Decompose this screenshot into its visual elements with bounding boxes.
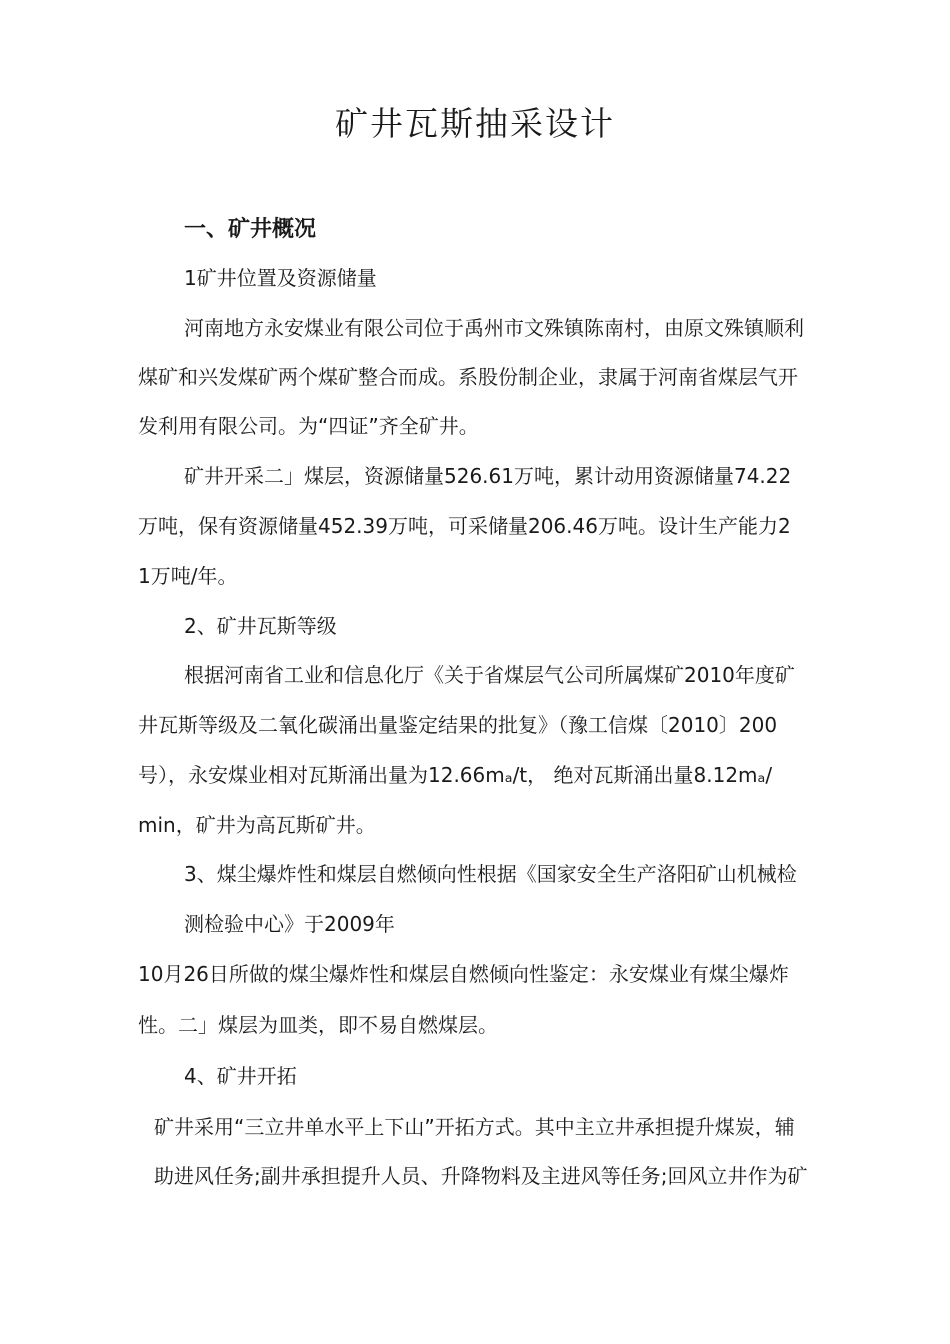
paragraph-line: 发利用有限公司。为“四证”齐全矿井。	[138, 414, 479, 438]
paragraph-line: 根据河南省工业和信息化厅《关于省煤层气公司所属煤矿2010年度矿	[184, 663, 795, 687]
section-heading-mine-overview: 一、矿井概况	[184, 217, 317, 242]
paragraph-line: 10月26日所做的煤尘爆炸性和煤层自燃倾向性鉴定：永安煤业有煤尘爆炸	[138, 962, 789, 986]
paragraph-line: 测检验中心》于2009年	[184, 912, 395, 936]
paragraph-line: 河南地方永安煤业有限公司位于禹州市文殊镇陈南村，由原文殊镇顺利	[184, 316, 804, 340]
paragraph-line: min，矿井为高瓦斯矿井。	[138, 813, 376, 837]
subheading-location-reserves: 1矿井位置及资源储量	[184, 266, 377, 290]
paragraph-line: 矿井采用“三立井单水平上下山”开拓方式。其中主立井承担提升煤炭，辅	[154, 1115, 795, 1139]
paragraph-line: 1万吨/年。	[138, 564, 238, 588]
subheading-coal-dust: 3、煤尘爆炸性和煤层自燃倾向性根据《国家安全生产洛阳矿山机械检	[184, 862, 797, 886]
paragraph-line: 号），永安煤业相对瓦斯涌出量为12.66mₐ/t， 绝对瓦斯涌出量8.12mₐ/	[138, 763, 773, 787]
paragraph-line: 井瓦斯等级及二氧化碳涌出量鉴定结果的批复》（豫工信煤〔2010〕200	[138, 713, 778, 737]
document-title: 矿井瓦斯抽采设计	[335, 104, 615, 143]
paragraph-line: 助进风任务;副井承担提升人员、升降物料及主进风等任务;回风立井作为矿	[154, 1164, 808, 1188]
subheading-gas-grade: 2、矿井瓦斯等级	[184, 614, 337, 638]
paragraph-line: 矿井开采二」煤层，资源储量526.61万吨，累计动用资源储量74.22	[184, 464, 792, 488]
paragraph-line: 性。二」煤层为皿类，即不易自燃煤层。	[138, 1013, 498, 1037]
paragraph-line: 万吨，保有资源储量452.39万吨，可采储量206.46万吨。设计生产能力2	[138, 514, 791, 538]
subheading-mine-development: 4、矿井开拓	[184, 1064, 297, 1088]
paragraph-line: 煤矿和兴发煤矿两个煤矿整合而成。系股份制企业，隶属于河南省煤层气开	[138, 365, 798, 389]
